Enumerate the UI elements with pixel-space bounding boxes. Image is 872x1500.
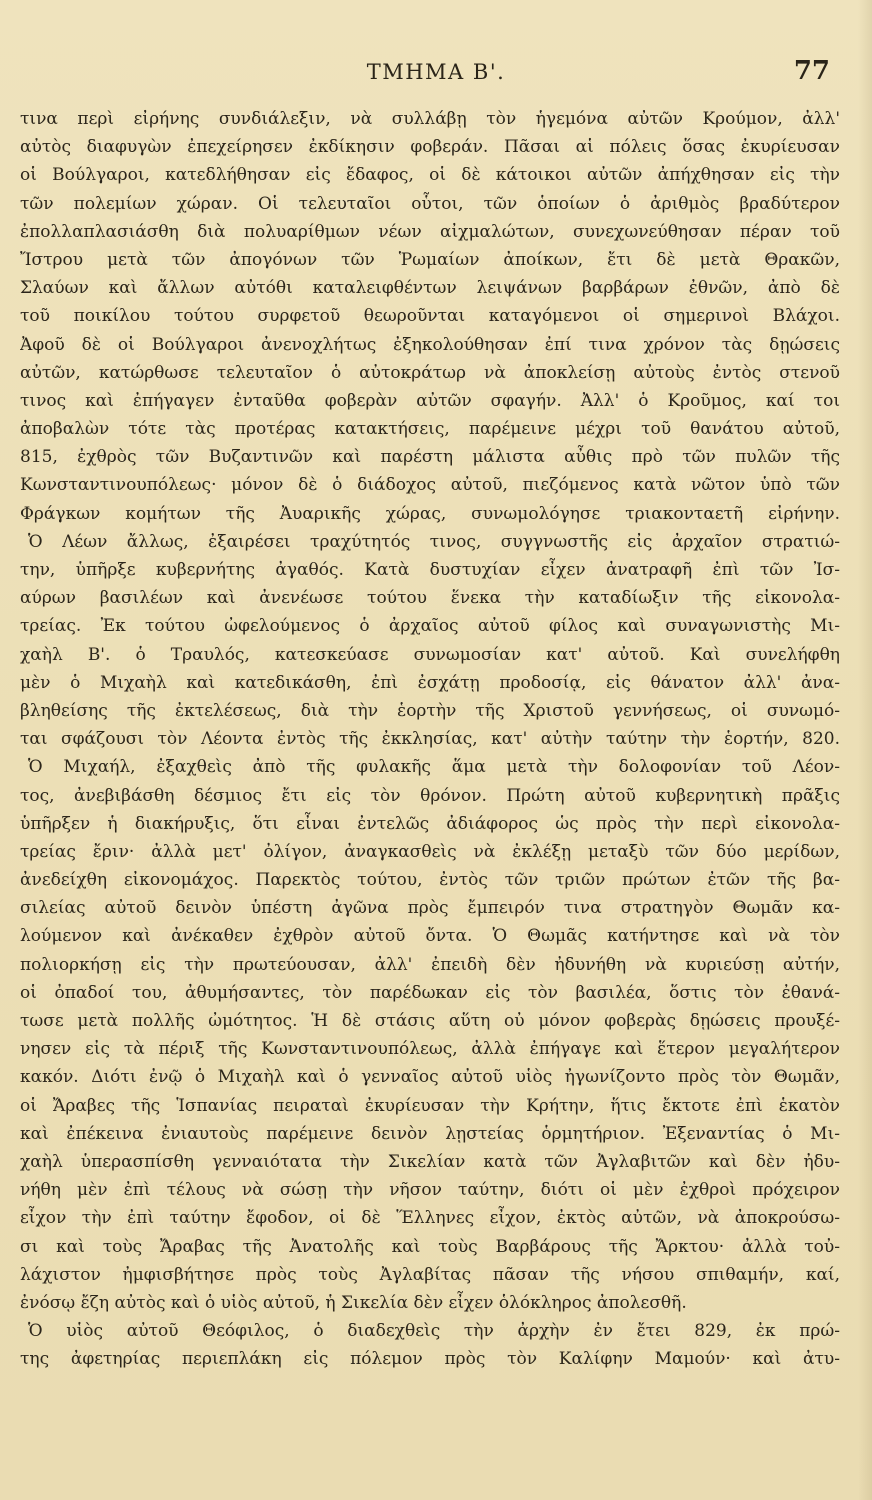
text-line: ἀποβαλὼν τότε τὰς προτέρας κατακτήσεις, παρέμεινε μέχρι τοῦ θανάτου αὐτοῦ,: [20, 419, 840, 440]
text-line: Ὁ Λέων ἄλλως, ἐξαιρέσει τραχύτητός τινος, συγγνωστῆς εἰς ἀρχαῖον στρατιώ-: [28, 531, 840, 552]
text-line: τρείας. Ἐκ τούτου ὠφελούμενος ὁ ἀρχαῖος αὐτοῦ φίλος καὶ συναγωνιστὴς Μι-: [20, 616, 840, 637]
text-line: κακόν. Διότι ἐνῷ ὁ Μιχαὴλ καὶ ὁ γενναῖος αὐτοῦ υἱὸς ἠγωνίζοντο πρὸς τὸν Θωμᾶν,: [20, 1067, 840, 1088]
text-line: νήθη μὲν ἐπὶ τέλους νὰ σώσῃ τὴν νῆσον ταύτην, διότι οἱ μὲν ἐχθροὶ πρόχειρον: [20, 1180, 840, 1201]
page-number: 77: [793, 56, 830, 86]
text-line: Κωνσταντινουπόλεως· μόνον δὲ ὁ διάδοχος αὐτοῦ, πιεζόμενος κατὰ νῶτον ὑπὸ τῶν: [20, 475, 840, 496]
text-line: Σλαύων καὶ ἄλλων αὐτόθι καταλειφθέντων λειψάνων βαρβάρων ἐθνῶν, ἀπὸ δὲ: [20, 278, 840, 299]
text-line: χαὴλ Β'. ὁ Τραυλός, κατεσκεύασε συνωμοσίαν κατ' αὐτοῦ. Καὶ συνελήφθη: [20, 644, 840, 665]
text-line: την, ὑπῆρξε κυβερνήτης ἀγαθός. Κατὰ δυστυχίαν εἶχεν ἀνατραφῆ ἐπὶ τῶν Ἰσ-: [20, 560, 840, 580]
text-line: 815, ἐχθρὸς τῶν Βυζαντινῶν καὶ παρέστη μάλιστα αὖθις πρὸ τῶν πυλῶν τῆς: [20, 447, 840, 468]
text-line: εἶχον τὴν ἐπὶ ταύτην ἔφοδον, οἱ δὲ Ἕλληνες εἶχον, ἐκτὸς αὐτῶν, νὰ ἀποκρούσω-: [20, 1208, 840, 1229]
text-line: Ἴστρου μετὰ τῶν ἀπογόνων τῶν Ῥωμαίων ἀποίκων, ἔτι δὲ μετὰ Θρακῶν,: [20, 249, 840, 270]
page-edge-shadow: [858, 0, 872, 1500]
text-line: τρείας ἔριν· ἀλλὰ μετ' ὀλίγον, ἀναγκασθεὶς νὰ ἐκλέξῃ μεταξὺ τῶν δύο μερίδων,: [20, 841, 840, 862]
text-line: νησεν εἰς τὰ πέριξ τῆς Κωνσταντινουπόλεως, ἀλλὰ ἐπήγαγε καὶ ἕτερον μεγαλήτερον: [20, 1039, 840, 1060]
text-line: Ὁ Μιχαήλ, ἐξαχθεὶς ἀπὸ τῆς φυλακῆς ἅμα μετὰ τὴν δολοφονίαν τοῦ Λέον-: [28, 757, 840, 778]
text-line: οἱ Βούλγαροι, κατεδλήθησαν εἰς ἔδαφος, οἱ δὲ κάτοικοι αὐτῶν ἀπήχθησαν εἰς τὴν: [20, 165, 840, 186]
text-line: λάχιστον ἠμφισβήτησε πρὸς τοὺς Ἀγλαβίτας πᾶσαν τῆς νήσου σπιθαμήν, καί,: [20, 1264, 840, 1285]
text-line: πολιορκήσῃ εἰς τὴν πρωτεύουσαν, ἀλλ' ἐπειδὴ δὲν ἠδυνήθη νὰ κυριεύσῃ αὐτήν,: [20, 954, 840, 975]
text-line: τινα περὶ εἰρήνης συνδιάλεξιν, νὰ συλλάβῃ τὸν ἡγεμόνα αὐτῶν Κρούμον, ἀλλ': [20, 109, 840, 129]
text-line: λούμενον καὶ ἀνέκαθεν ἐχθρὸν αὐτοῦ ὄντα. Ὁ Θωμᾶς κατήντησε καὶ νὰ τὸν: [20, 926, 840, 947]
text-line: χαὴλ ὑπερασπίσθη γενναιότατα τὴν Σικελίαν κατὰ τῶν Ἀγλαβιτῶν καὶ δὲν ἠδυ-: [20, 1151, 840, 1172]
text-line: τωσε μετὰ πολλῆς ὠμότητος. Ἡ δὲ στάσις αὕτη οὐ μόνον φοβερὰς δῃώσεις προυξέ-: [20, 1011, 840, 1031]
text-line: ται σφάζουσι τὸν Λέοντα ἐντὸς τῆς ἐκκλησίας, κατ' αὐτὴν ταύτην τὴν ἑορτήν, 820.: [20, 729, 840, 750]
text-line: οἱ ὀπαδοί του, ἀθυμήσαντες, τὸν παρέδωκαν εἰς τὸν βασιλέα, ὅστις τὸν ἐθανά-: [20, 982, 840, 1003]
text-line: ἐπολλαπλασιάσθη διὰ πολυαρίθμων νέων αἰχμαλώτων, συνεχωνεύθησαν πέραν τοῦ: [20, 221, 840, 242]
text-line: μὲν ὁ Μιχαὴλ καὶ κατεδικάσθη, ἐπὶ ἐσχάτῃ προδοσίᾳ, εἰς θάνατον ἀλλ' ἀνα-: [20, 672, 840, 693]
text-line: τοῦ ποικίλου τούτου συρφετοῦ θεωροῦνται καταγόμενοι οἱ σημερινοὶ Βλάχοι.: [20, 306, 840, 327]
body-text: [20, 105, 840, 1373]
text-line: οἱ Ἄραβες τῆς Ἱσπανίας πειραταὶ ἐκυρίευσαν τὴν Κρήτην, ἥτις ἔκτοτε ἐπὶ ἑκατὸν: [20, 1095, 840, 1116]
text-line: Φράγκων κομήτων τῆς Ἀυαρικῆς χώρας, συνωμολόγησε τριακονταετῆ εἰρήνην.: [20, 503, 840, 524]
text-line: αὐτῶν, κατώρθωσε τελευταῖον ὁ αὐτοκράτωρ νὰ ἀποκλείσῃ αὐτοὺς ἐντὸς στενοῦ: [20, 362, 840, 383]
text-line: ἀνεδείχθη εἰκονομάχος. Παρεκτὸς τούτου, ἐντὸς τῶν τριῶν πρώτων ἐτῶν τῆς βα-: [20, 870, 840, 891]
text-line: καὶ ἐπέκεινα ἐνιαυτοὺς παρέμεινε δεινὸν λῃστείας ὁρμητήριον. Ἐξεναντίας ὁ Μι-: [20, 1123, 840, 1144]
text-line: βληθείσης τῆς ἐκτελέσεως, διὰ τὴν ἑορτὴν τῆς Χριστοῦ γεννήσεως, οἱ συνωμό-: [20, 700, 840, 721]
text-line: της ἀφετηρίας περιεπλάκη εἰς πόλεμον πρὸς τὸν Καλίφην Μαμούν· καὶ ἀτυ-: [20, 1349, 840, 1370]
text-line: ὑπῆρξεν ἡ διακήρυξις, ὅτι εἶναι ἐντελῶς ἀδιάφορος ὡς πρὸς τὴν περὶ εἰκονολα-: [20, 813, 840, 834]
text-line: Ὁ υἱὸς αὐτοῦ Θεόφιλος, ὁ διαδεχθεὶς τὴν ἀρχὴν ἐν ἔτει 829, ἐκ πρώ-: [28, 1321, 840, 1342]
text-line: σιλείας αὐτοῦ δεινὸν ὑπέστη ἀγῶνα πρὸς ἔμπειρόν τινα στρατηγὸν Θωμᾶν κα-: [20, 898, 840, 919]
text-line: σι καὶ τοὺς Ἄραβας τῆς Ἀνατολῆς καὶ τοὺς Βαρβάρους τῆς Ἄρκτου· ἀλλὰ τοὐ-: [20, 1236, 840, 1257]
text-line: ἐνόσῳ ἔζη αὐτὸς καὶ ὁ υἱὸς αὐτοῦ, ἡ Σικελία δὲν εἶχεν ὁλόκληρος ἀπολεσθῆ.: [20, 1292, 687, 1313]
text-line: τῶν πολεμίων χώραν. Οἱ τελευταῖοι οὗτοι, τῶν ὁποίων ὁ ἀριθμὸς βραδύτερον: [20, 193, 840, 214]
text-line: Ἀφοῦ δὲ οἱ Βούλγαροι ἀνενοχλήτως ἐξηκολούθησαν ἐπί τινα χρόνον τὰς δῃώσεις: [20, 334, 840, 355]
text-line: αὐτὸς διαφυγὼν ἐπεχείρησεν ἐκδίκησιν φοβεράν. Πᾶσαι αἱ πόλεις ὅσας ἐκυρίευσαν: [20, 137, 840, 158]
text-line: αύρων βασιλέων καὶ ἀνενέωσε τούτου ἕνεκα τὴν καταδίωξιν τῆς εἰκονολα-: [20, 588, 840, 609]
running-head: [0, 56, 872, 100]
section-title: ΤΜΗΜΑ Β'.: [366, 60, 506, 84]
text-line: τινος καὶ ἐπήγαγεν ἐνταῦθα φοβερὰν αὐτῶν σφαγήν. Ἀλλ' ὁ Κροῦμος, καί τοι: [20, 390, 840, 411]
text-line: τος, ἀνεβιβάσθη δέσμιος ἔτι εἰς τὸν θρόνον. Πρώτη αὐτοῦ κυβερνητικὴ πρᾶξις: [20, 785, 840, 806]
